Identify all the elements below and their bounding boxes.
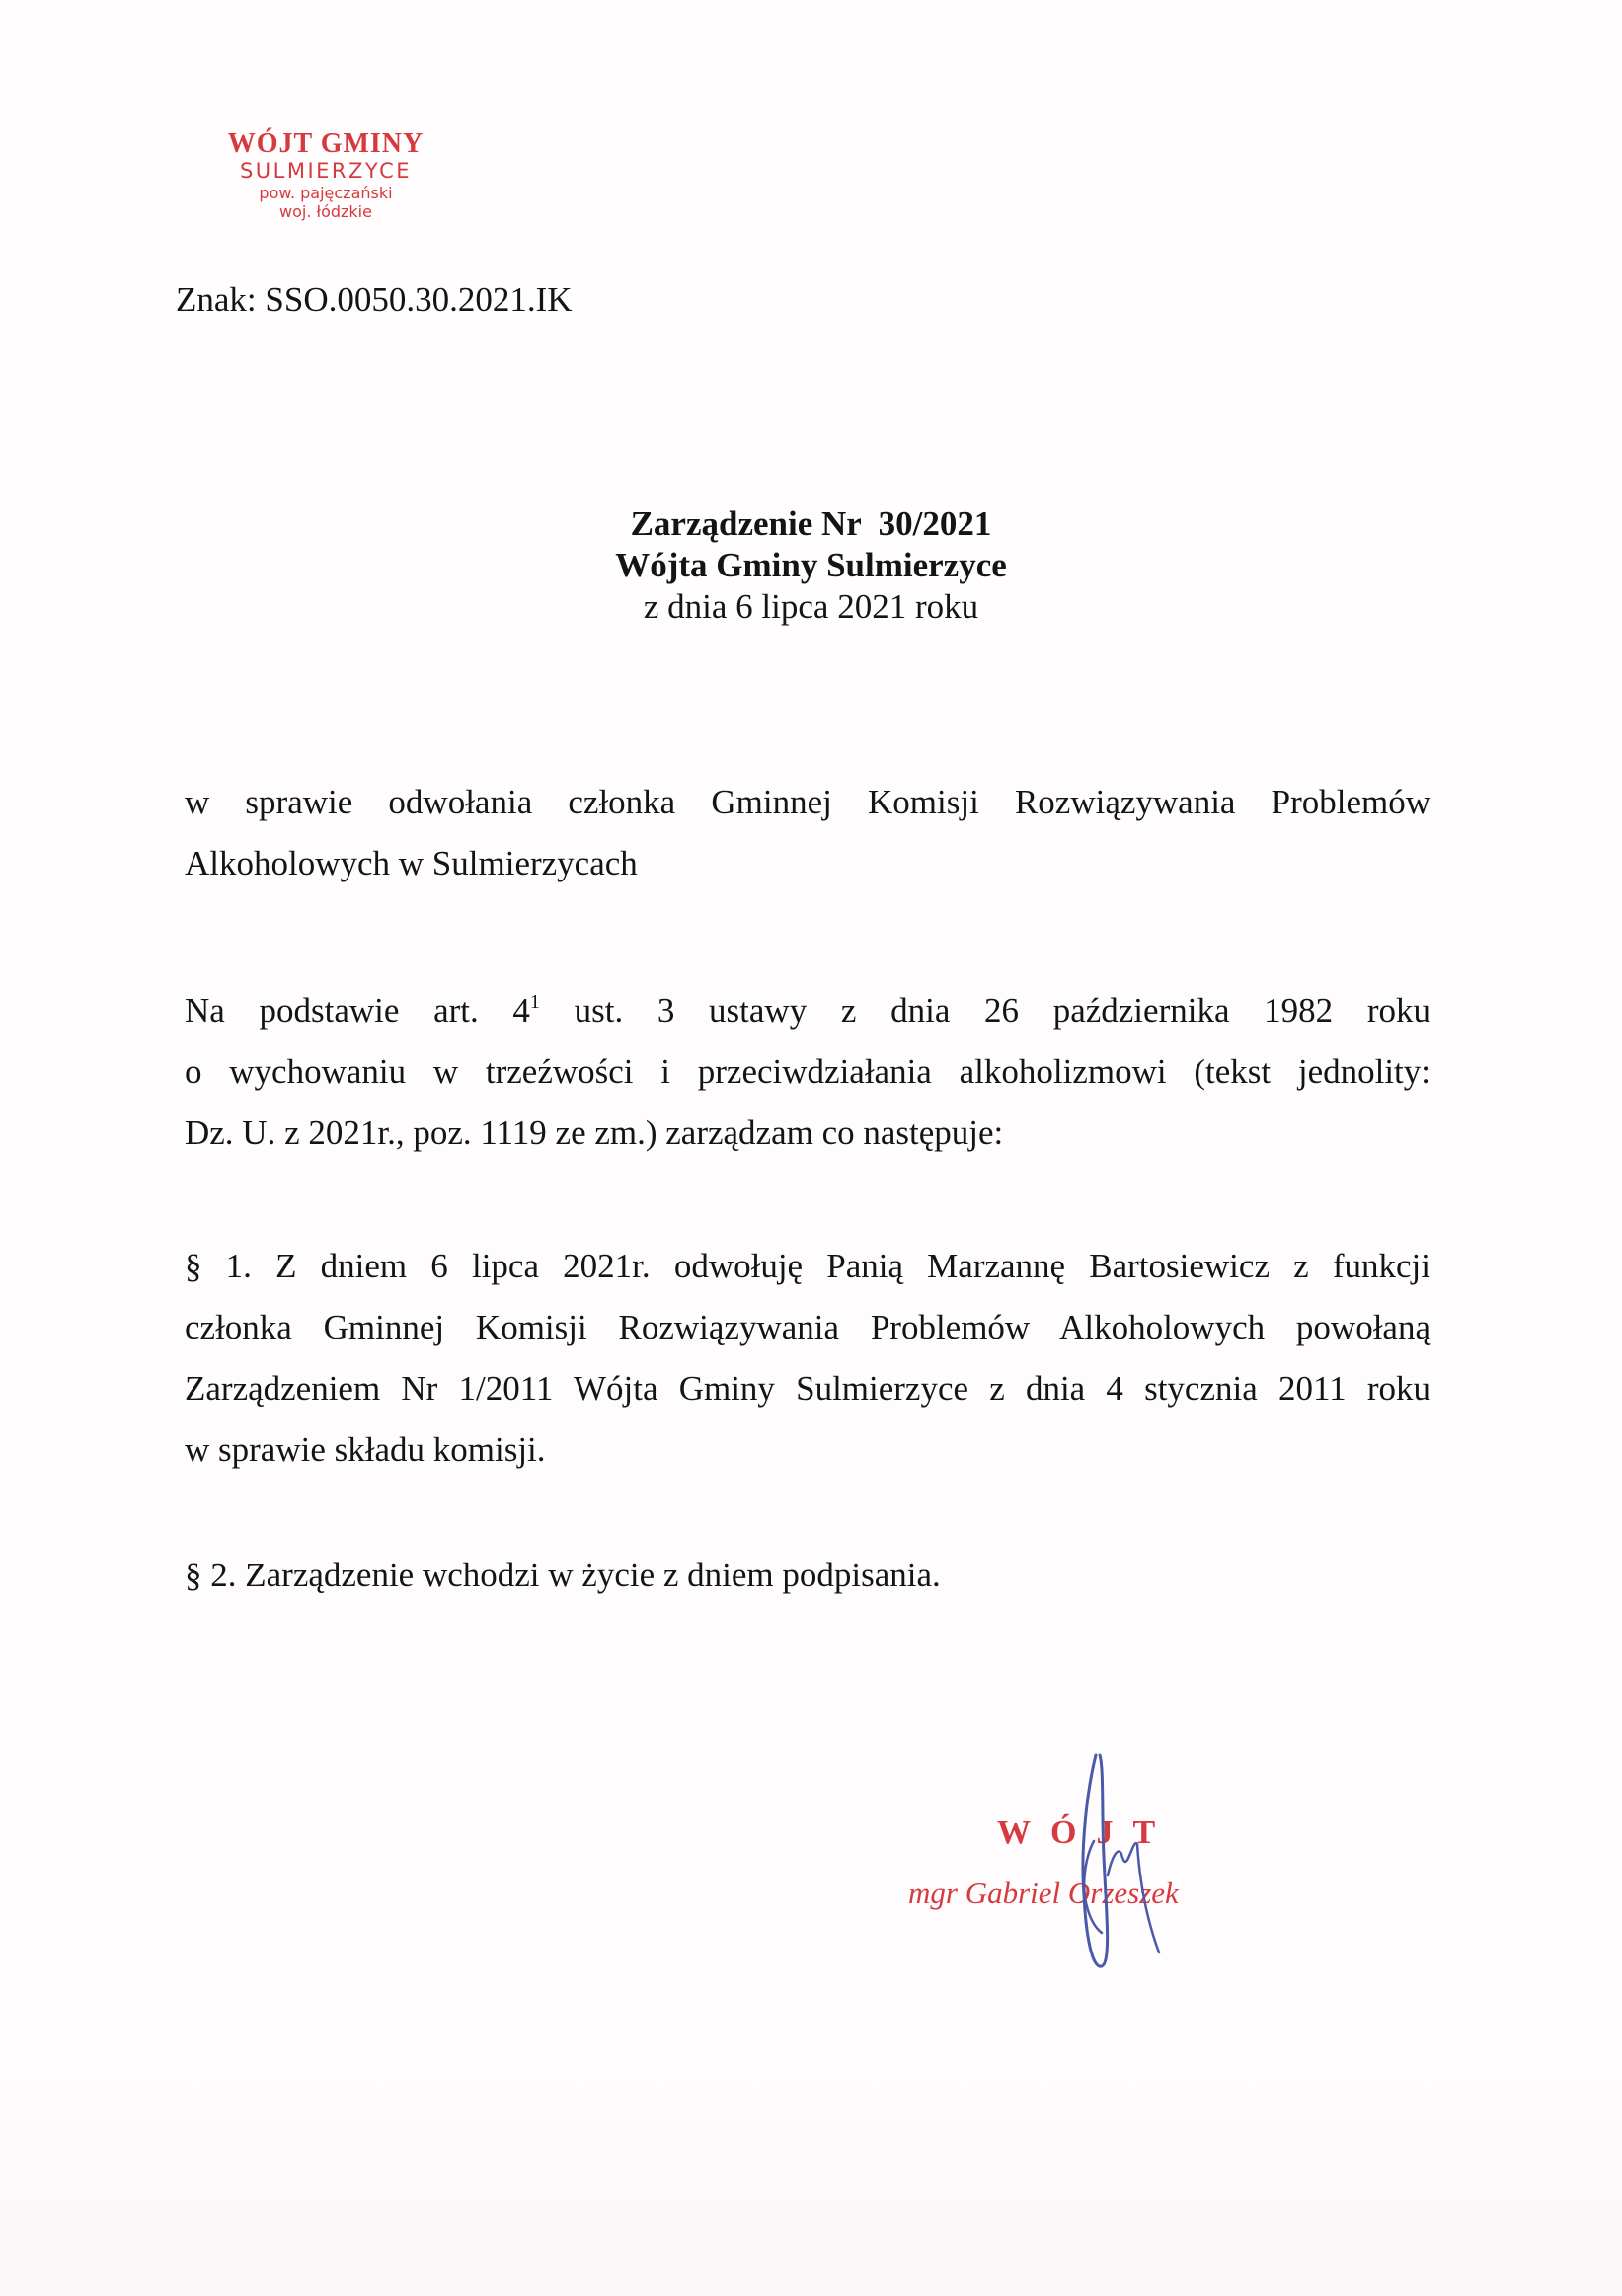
legal-basis-line: Dz. U. z 2021r., poz. 1119 ze zm.) zarządzam co następuje:: [185, 1113, 1004, 1152]
reference-number: Znak: SSO.0050.30.2021.IK: [176, 280, 573, 319]
signature-stamp-name: mgr Gabriel Orzeszek: [908, 1875, 1179, 1910]
section-1: [185, 1236, 1430, 1481]
section-1-line: członka Gminnej Komisji Rozwiązywania Problemów Alkoholowych powołaną: [185, 1308, 1430, 1346]
document-title: Zarządzenie Nr 30/2021: [630, 504, 992, 543]
stamp-line-voivodeship: woj. łódzkie: [279, 202, 372, 221]
section-1-line: § 1. Z dniem 6 lipca 2021r. odwołuję Panią Marzannę Bartosiewicz z funkcji: [185, 1247, 1430, 1285]
subject-paragraph: [185, 772, 1430, 894]
signature-stamp-title: WÓJT: [997, 1814, 1176, 1851]
document-issuer: Wójta Gminy Sulmierzyce: [615, 546, 1007, 584]
legal-basis-line: [185, 980, 1430, 1041]
section-1-line: w sprawie składu komisji.: [185, 1430, 546, 1469]
stamp-line-municipality: SULMIERZYCE: [239, 159, 413, 183]
office-stamp: [207, 130, 444, 220]
document-heading: [0, 503, 1622, 628]
article-superscript: 1: [529, 991, 540, 1013]
section-2: [185, 1545, 1430, 1606]
stamp-line-office: WÓJT GMINY: [227, 128, 425, 159]
handwritten-signature: [1066, 1747, 1185, 1974]
subject-line: Alkoholowych w Sulmierzycach: [185, 844, 638, 882]
subject-line: w sprawie odwołania członka Gminnej Komisji Rozwiązywania Problemów: [185, 783, 1430, 821]
stamp-line-county: pow. pajęczański: [259, 184, 393, 202]
signature-stroke: [1108, 1843, 1159, 1952]
legal-basis-line: o wychowaniu w trzeźwości i przeciwdziałania alkoholizmowi (tekst jednolity:: [185, 1052, 1430, 1091]
section-2-line: § 2. Zarządzenie wchodzi w życie z dniem podpisania.: [185, 1556, 941, 1594]
document-date: z dnia 6 lipca 2021 roku: [643, 587, 979, 626]
legal-basis-text: Na podstawie art. 4: [185, 991, 530, 1030]
legal-basis-text: ust. 3 ustawy z dnia 26 października 1982 roku: [539, 991, 1430, 1030]
legal-basis-paragraph: [185, 980, 1430, 1164]
section-1-line: Zarządzeniem Nr 1/2011 Wójta Gminy Sulmierzyce z dnia 4 stycznia 2011 roku: [185, 1369, 1430, 1408]
